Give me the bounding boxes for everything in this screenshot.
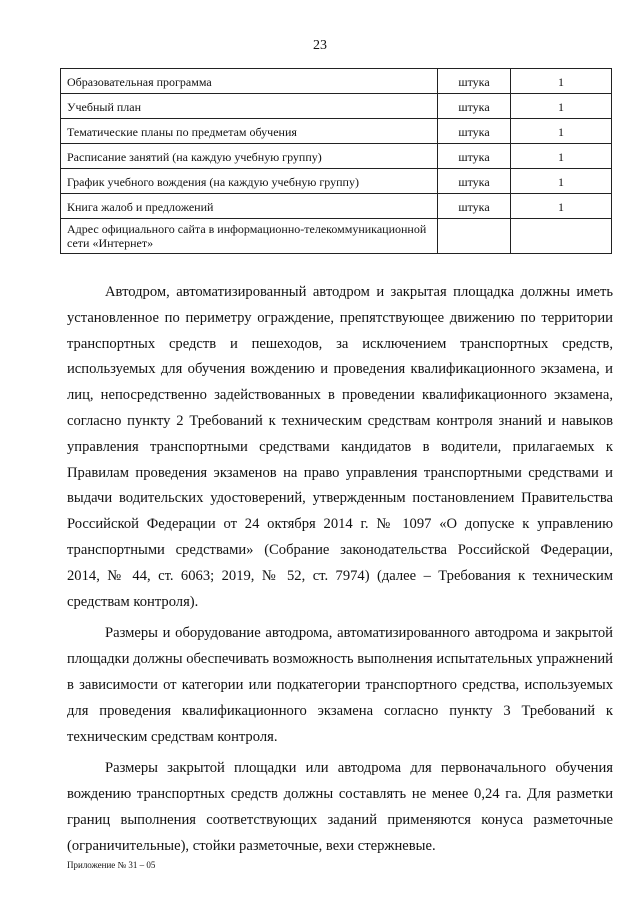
table-cell-quantity: [511, 219, 612, 254]
table-cell-unit: штука: [438, 169, 511, 194]
table-cell-unit: штука: [438, 94, 511, 119]
table-cell-unit: штука: [438, 119, 511, 144]
table-cell-quantity: 1: [511, 69, 612, 94]
table-cell-name: Учебный план: [61, 94, 438, 119]
table-row: [61, 219, 612, 254]
table-cell-unit: [438, 219, 511, 254]
table-cell-unit: штука: [438, 194, 511, 219]
table-cell-quantity: 1: [511, 194, 612, 219]
table-cell-name: Тематические планы по предметам обучения: [61, 119, 438, 144]
table-row: [61, 94, 612, 119]
table-cell-quantity: 1: [511, 144, 612, 169]
table-cell-unit: штука: [438, 144, 511, 169]
table-cell-quantity: 1: [511, 169, 612, 194]
page-number: 23: [313, 38, 327, 53]
body-text: [67, 280, 613, 866]
paragraph: Автодром, автоматизированный автодром и закрытая площадка должны иметь установленное по периметру ограждение, препятствующее движению по территории транспортных средств и пешеходов, за исключением транспортных средств, используемых для обучения вождению и проведения квалификационного экзамена, и лиц, непосредственно задействованных в проведении квалификационного экзамена, согласно пункту 2 Требований к техническим средствам контроля знаний и навыков управления транспортными средствами кандидатов в водители, прилагаемых к Правилам проведения экзаменов на право управления транспортными средствами и выдачи водительских удостоверений, утвержденным постановлением Правительства Российской Федерации от 24 октября 2014 г. № 1097 «О допуске к управлению транспортными средствами» (Собрание законодательства Российской Федерации, 2014, № 44, ст. 6063; 2019, № 52, ст. 7974) (далее – Требования к техническим средствам контроля).: [67, 284, 613, 610]
table-cell-name: График учебного вождения (на каждую учебную группу): [61, 169, 438, 194]
paragraph: Размеры и оборудование автодрома, автоматизированного автодрома и закрытой площадки должны обеспечивать возможность выполнения испытательных упражнений в зависимости от категории или подкатегории транспортного средства, используемых для проведения квалификационного экзамена согласно пункту 3 Требований к техническим средствам контроля.: [67, 625, 613, 745]
table-cell-name: Адрес официального сайта в информационно-телекоммуникационной сети «Интернет»: [61, 219, 438, 254]
table-cell-unit: штука: [438, 69, 511, 94]
table-row: [61, 194, 612, 219]
paragraph: Размеры закрытой площадки или автодрома для первоначального обучения вождению транспортных средств должны составлять не менее 0,24 га. Для разметки границ выполнения соответствующих заданий применяются конуса разметочные (ограничительные), стойки разметочные, вехи стержневые.: [67, 760, 613, 854]
table-cell-quantity: 1: [511, 119, 612, 144]
table-cell-name: Образовательная программа: [61, 69, 438, 94]
table-cell-name: Расписание занятий (на каждую учебную группу): [61, 144, 438, 169]
documents-table: [60, 68, 612, 254]
table-row: [61, 119, 612, 144]
table-row: [61, 144, 612, 169]
table-cell-name: Книга жалоб и предложений: [61, 194, 438, 219]
table-row: [61, 169, 612, 194]
table-cell-quantity: 1: [511, 94, 612, 119]
table-row: [61, 69, 612, 94]
footer-note: Приложение № 31 – 05: [67, 860, 156, 870]
